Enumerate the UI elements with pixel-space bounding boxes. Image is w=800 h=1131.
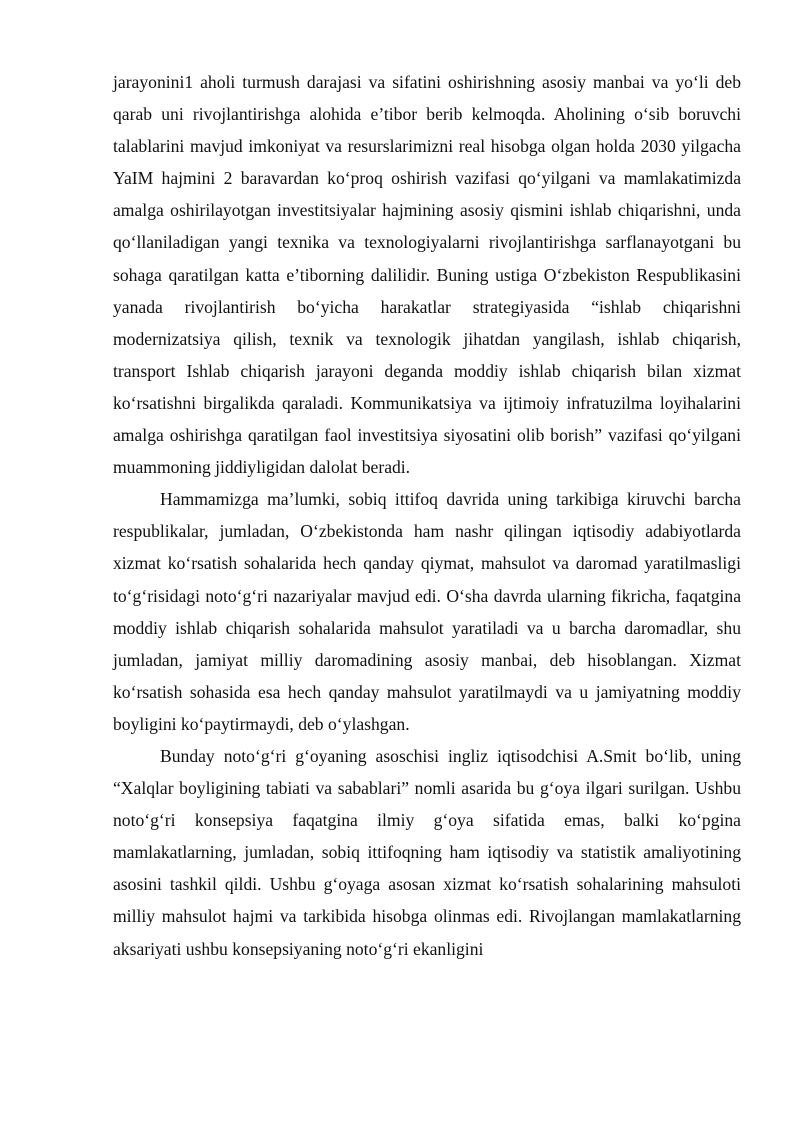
paragraph-1: jarayonini1 aholi turmush darajasi va sifatini oshirishning asosiy manbai va yo‘li deb qarab uni rivojlantirishga alohida e’tibor berib kelmoqda. Aholining o‘sib boruvchi talablarini mavjud imkoniyat va resurslarimizni real hisobga olgan holda 2030 yilgacha YaIM hajmini 2 baravardan ko‘proq oshirish vazifasi qo‘yilgani va mamlakatimizda amalga oshirilayotgan investitsiyalar hajmining asosiy qismini ishlab chiqarishni, unda qo‘llaniladigan yangi texnika va texnologiyalarni rivojlantirishga sarflanayotgani bu sohaga qaratilgan katta e’tiborning dalilidir. Buning ustiga O‘zbekiston Respublikasini yanada rivojlantirish bo‘yicha harakatlar strategiyasida “ishlab chiqarishni modernizatsiya qilish, texnik va texnologik jihatdan yangilash, ishlab chiqarish, transport Ishlab chiqarish jarayoni deganda moddiy ishlab chiqarish bilan xizmat ko‘rsatishni birgalikda qaraladi. Kommunikatsiya va ijtimoiy infratuzilma loyihalarini amalga oshirishga qaratilgan faol investitsiya siyosatini olib borish” vazifasi qo‘yilgani muammoning jiddiyligidan dalolat beradi. (113, 72, 741, 478)
paragraph-2: Hammamizga ma’lumki, sobiq ittifoq davrida uning tarkibiga kiruvchi barcha respublikalar, jumladan, O‘zbekistonda ham nashr qilingan iqtisodiy adabiyotlarda xizmat ko‘rsatish sohalarida hech qanday qiymat, mahsulot va daromad yaratilmasligi to‘g‘risidagi noto‘g‘ri nazariyalar mavjud edi. O‘sha davrda ularning fikricha, faqatgina moddiy ishlab chiqarish sohalarida mahsulot yaratiladi va u barcha daromadlar, shu jumladan, jamiyat milliy daromadining asosiy manbai, deb hisoblangan. Xizmat ko‘rsatish sohasida esa hech qanday mahsulot yaratilmaydi va u jamiyatning moddiy boyligini ko‘paytirmaydi, deb o‘ylashgan. (113, 489, 741, 734)
paragraph-3: Bunday noto‘g‘ri g‘oyaning asoschisi ingliz iqtisodchisi A.Smit bo‘lib, uning “Xalqlar boyligining tabiati va sabablari” nomli asarida bu g‘oya ilgari surilgan. Ushbu noto‘g‘ri konsepsiya faqatgina ilmiy g‘oya sifatida emas, balki ko‘pgina mamlakatlarning, jumladan, sobiq ittifoqning ham iqtisodiy va statistik amaliyotining asosini tashkil qildi. Ushbu g‘oyaga asosan xizmat ko‘rsatish sohalarining mahsuloti milliy mahsulot hajmi va tarkibida hisobga olinmas edi. Rivojlangan mamlakatlarning aksariyati ushbu konsepsiyaning noto‘g‘ri ekanligini (113, 745, 741, 959)
document-page (113, 66, 741, 965)
